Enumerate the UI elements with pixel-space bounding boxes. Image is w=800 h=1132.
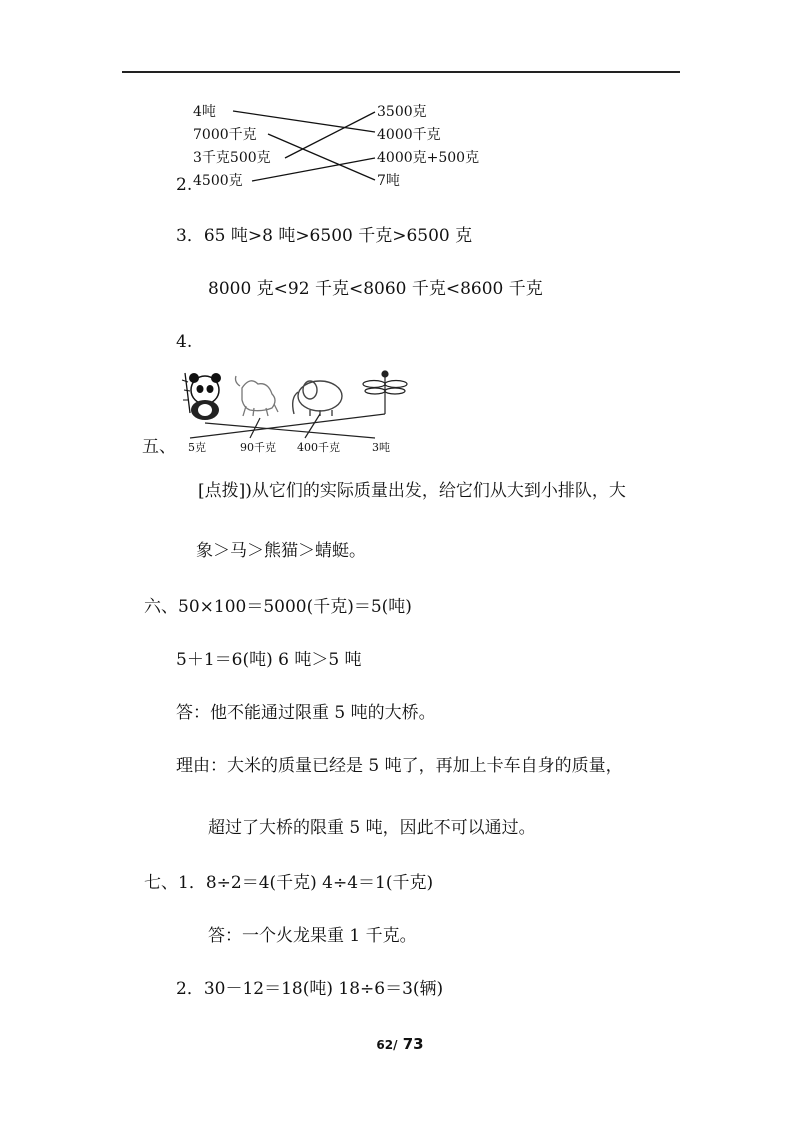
s7-line-1: 七、1．8÷2＝4(千克) 4÷4＝1(千克) — [144, 873, 434, 893]
match-line-3 — [285, 112, 375, 158]
s6-line-1: 六、50×100＝5000(千克)＝5(吨) — [144, 597, 412, 617]
tip-line-2: 象＞马＞熊猫＞蜻蜓。 — [196, 541, 366, 561]
q4-label: 4. — [176, 332, 193, 352]
panda-icon — [182, 373, 221, 420]
match-right-1: 3500克 — [377, 104, 427, 120]
q3-line-2: 8000 克<92 千克<8060 千克<8600 千克 — [208, 279, 543, 299]
animal-match-lines — [190, 414, 385, 438]
weight-label-3: 400千克 — [297, 441, 340, 454]
s7-answer-1: 答：一个火龙果重 1 千克。 — [208, 926, 417, 946]
q2-label: 2. — [176, 175, 193, 195]
match-left-4: 4500克 — [193, 173, 243, 189]
s6-line-2: 5＋1＝6(吨) 6 吨＞5 吨 — [176, 650, 362, 670]
match-left-2: 7000千克 — [193, 127, 257, 143]
match-left-1: 4吨 — [193, 104, 216, 120]
matching-lines — [0, 0, 800, 200]
weight-label-2: 90千克 — [240, 441, 276, 454]
page-number — [0, 1035, 800, 1053]
horse-icon — [236, 376, 279, 416]
section-5-label: 五、 — [142, 437, 176, 457]
page-total: 73 — [397, 1035, 424, 1053]
s6-reason-2: 超过了大桥的限重 5 吨，因此不可以通过。 — [208, 818, 536, 838]
s6-answer: 答：他不能通过限重 5 吨的大桥。 — [176, 703, 436, 723]
match-line-2 — [268, 134, 375, 180]
match-right-3: 4000克+500克 — [377, 150, 480, 166]
s7-line-2: 2．30－12＝18(吨) 18÷6＝3(辆) — [176, 979, 444, 999]
dragonfly-icon — [363, 371, 407, 414]
match-right-4: 7吨 — [377, 173, 400, 189]
match-left-3: 3千克500克 — [193, 150, 271, 166]
page-current: 62/ — [376, 1038, 398, 1052]
weight-label-4: 3吨 — [372, 441, 390, 454]
elephant-icon — [293, 381, 342, 416]
s6-reason-1: 理由：大米的质量已经是 5 吨了，再加上卡车自身的质量， — [176, 756, 623, 776]
q3-line-1: 3．65 吨>8 吨>6500 千克>6500 克 — [176, 226, 473, 246]
weight-label-1: 5克 — [188, 441, 206, 454]
tip-line-1: [点拨])从它们的实际质量出发，给它们从大到小排队，大 — [198, 481, 626, 501]
match-right-2: 4000千克 — [377, 127, 441, 143]
